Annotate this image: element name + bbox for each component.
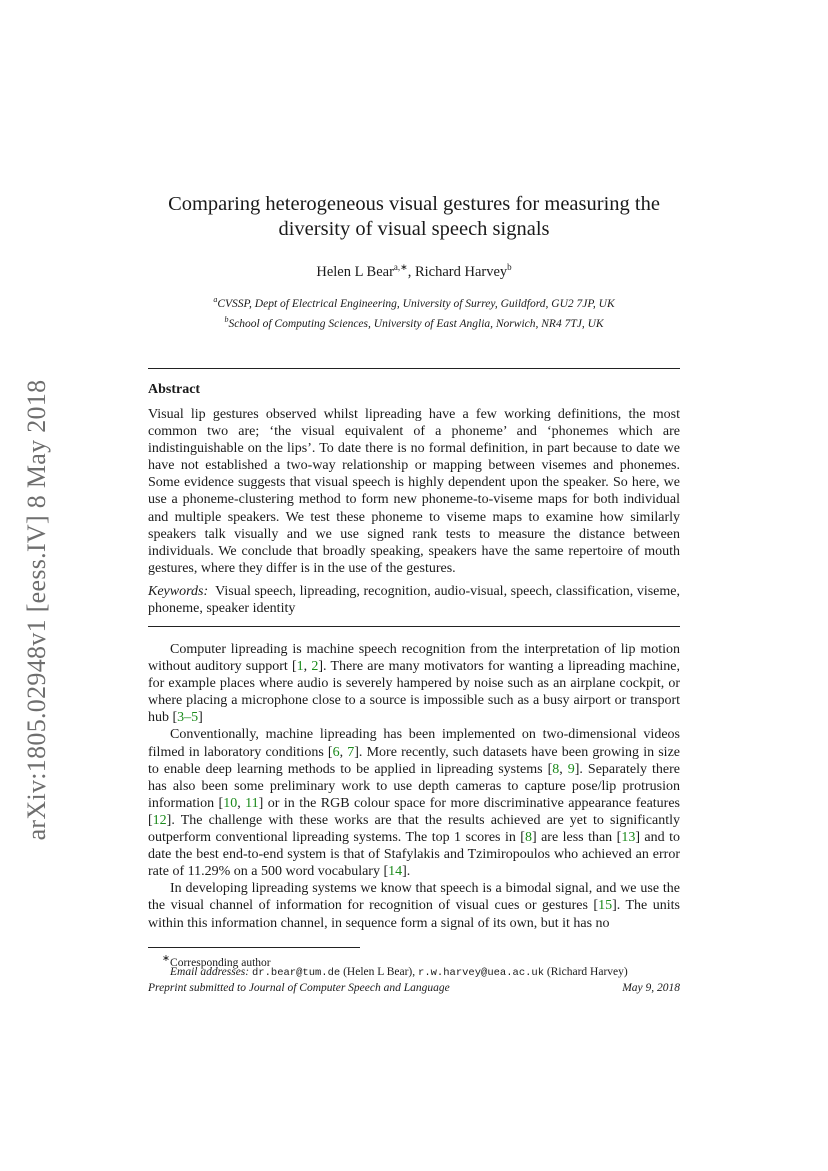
citation-link[interactable]: 12 [152, 812, 167, 828]
author-list [100, 262, 728, 281]
citation-link[interactable]: 6 [332, 744, 340, 760]
citation-link[interactable]: 15 [598, 898, 613, 914]
text-run: ] are less than [ [531, 830, 622, 846]
paragraph [148, 726, 680, 880]
arxiv-identifier: arXiv:1805.02948v1 [eess.IV] 8 May 2018 [22, 379, 51, 841]
abstract-top-rule [148, 368, 680, 369]
keywords [148, 583, 680, 617]
author-separator: , [407, 263, 415, 280]
abstract-text: Visual lip gestures observed whilst lipreading have a few working definitions, the most common two are; ‘the visual equivalent of a phoneme’ and ‘phonemes which are indistinguishable on the lips’. To date there is no formal definition, in part because to date we have not established a two-way relationship or mapping between visemes and phonemes. Some evidence suggests that visual speech is highly dependent upon the speaker. So here, we use a phoneme-clustering method to form new phoneme-to-viseme maps for both individual and multiple speakers. We test these phoneme to viseme maps to examine how similarly speakers talk visually and we use signed rank tests to measure the distance between individuals. We conclude that broadly speaking, speakers have the same repertoire of mouth gestures, where they differ is in the use of the gestures. [148, 407, 680, 576]
citation-link[interactable]: 10 [223, 795, 238, 811]
text-run: ]. The units within this information channel, in sequence form a signal of its own, but it has no [148, 898, 680, 931]
footnote-emails [170, 965, 702, 981]
text-run: ]. There are many motivators for wanting a lipreading machine, for example places where audio is severely hampered by noise such as an airplane cockpit, or where placing a microphone close to a source is impossible such as a busy airport or transport hub [ [148, 659, 680, 726]
text-run: Computer lipreading is machine speech recognition from the interpretation of lip motion without auditory support [ [148, 642, 680, 675]
text-run: ]. More recently, such datasets have been growing in size to enable deep learning methods to be applied in lipreading systems [ [148, 744, 681, 777]
text-run: ] or in the RGB colour space for more discriminative appearance features [ [148, 795, 681, 828]
affiliation-mark: a [213, 295, 218, 304]
footer-journal: Preprint submitted to Journal of Computer Speech and Language [148, 982, 450, 994]
footer-date: May 9, 2018 [622, 982, 680, 994]
citation-link[interactable]: 3 [177, 710, 185, 726]
title-line-1: Comparing heterogeneous visual gestures for measuring the [168, 193, 660, 215]
affiliation-a [100, 292, 728, 312]
text-run: , [559, 761, 568, 777]
text-run: ] [198, 710, 203, 726]
footnote-mark: ∗ [162, 953, 171, 964]
footnote-rule [148, 947, 360, 948]
text-run: Conventionally, machine lipreading has been implemented on two-dimensional videos filmed in laboratory conditions [ [148, 727, 680, 760]
email-label: Email addresses: [170, 966, 250, 978]
abstract-heading: Abstract [148, 382, 201, 397]
text-run: ]. The challenge with these works are that the results achieved are yet to significantly outperform conventional lipreading systems. The top 1 scores in [ [148, 812, 680, 846]
text-run: ]. [402, 864, 411, 880]
citation-link[interactable]: 5 [191, 710, 199, 726]
citation-link[interactable]: 14 [388, 864, 403, 880]
author-affiliation-mark: a,∗ [393, 262, 408, 272]
text-run: In developing lipreading systems we know that speech is a bimodal signal, and we use the the visual channel of information for recognition of visual cues or gestures [ [148, 881, 680, 914]
affiliation-text: School of Computing Sciences, University of East Anglia, Norwich, NR4 7TJ, UK [228, 317, 604, 330]
email-link[interactable]: dr.bear@tum.de [251, 967, 341, 979]
title-line-2: diversity of visual speech signals [278, 218, 550, 240]
arxiv-sidebar [20, 360, 54, 860]
affiliations [100, 292, 728, 332]
citation-link[interactable]: 11 [245, 795, 259, 811]
abstract-bottom-rule [148, 626, 680, 627]
text-run: – [184, 710, 192, 726]
paragraph [148, 641, 680, 726]
citation-link[interactable]: 7 [347, 744, 355, 760]
author-name: Helen L Bear [316, 263, 394, 280]
text-run: ]. Separately there has also been some preliminary work to use depth cameras to capture pose/lip protrusion information [ [148, 761, 680, 811]
affiliation-mark: b [224, 314, 229, 324]
text-run: , [339, 744, 348, 760]
email-link[interactable]: r.w.harvey@uea.ac.uk [418, 967, 545, 979]
text-run: , [237, 795, 246, 811]
text-run: ] and to date the best end-to-end system is that of Stafylakis and Tzimiropoulos who achieved an error rate of 11.29% on a 500 word vocabulary [ [148, 830, 680, 880]
keywords-text: Visual speech, lipreading, recognition, audio-visual, speech, classification, viseme, phoneme, speaker identity [148, 584, 680, 617]
text-run: , [303, 659, 312, 675]
introduction [148, 641, 680, 932]
email-owner: (Helen L Bear), [340, 966, 419, 978]
citation-link[interactable]: 2 [311, 659, 319, 675]
page-footer [148, 982, 680, 994]
paper-title [100, 192, 728, 242]
citation-link[interactable]: 1 [296, 659, 304, 675]
citation-link[interactable]: 9 [567, 761, 575, 777]
citation-link[interactable]: 13 [621, 830, 636, 846]
author-name: Richard Harvey [414, 263, 508, 280]
footnote-text: Corresponding author [170, 956, 271, 969]
affiliation-text: CVSSP, Dept of Electrical Engineering, University of Surrey, Guildford, GU2 7JP, UK [217, 297, 615, 310]
author-affiliation-mark: b [507, 262, 512, 272]
email-owner: (Richard Harvey) [544, 966, 628, 978]
keywords-label: Keywords: [148, 584, 209, 599]
paragraph [148, 880, 680, 931]
citation-link[interactable]: 8 [552, 761, 560, 777]
affiliation-b [100, 312, 728, 332]
citation-link[interactable]: 8 [524, 830, 532, 846]
